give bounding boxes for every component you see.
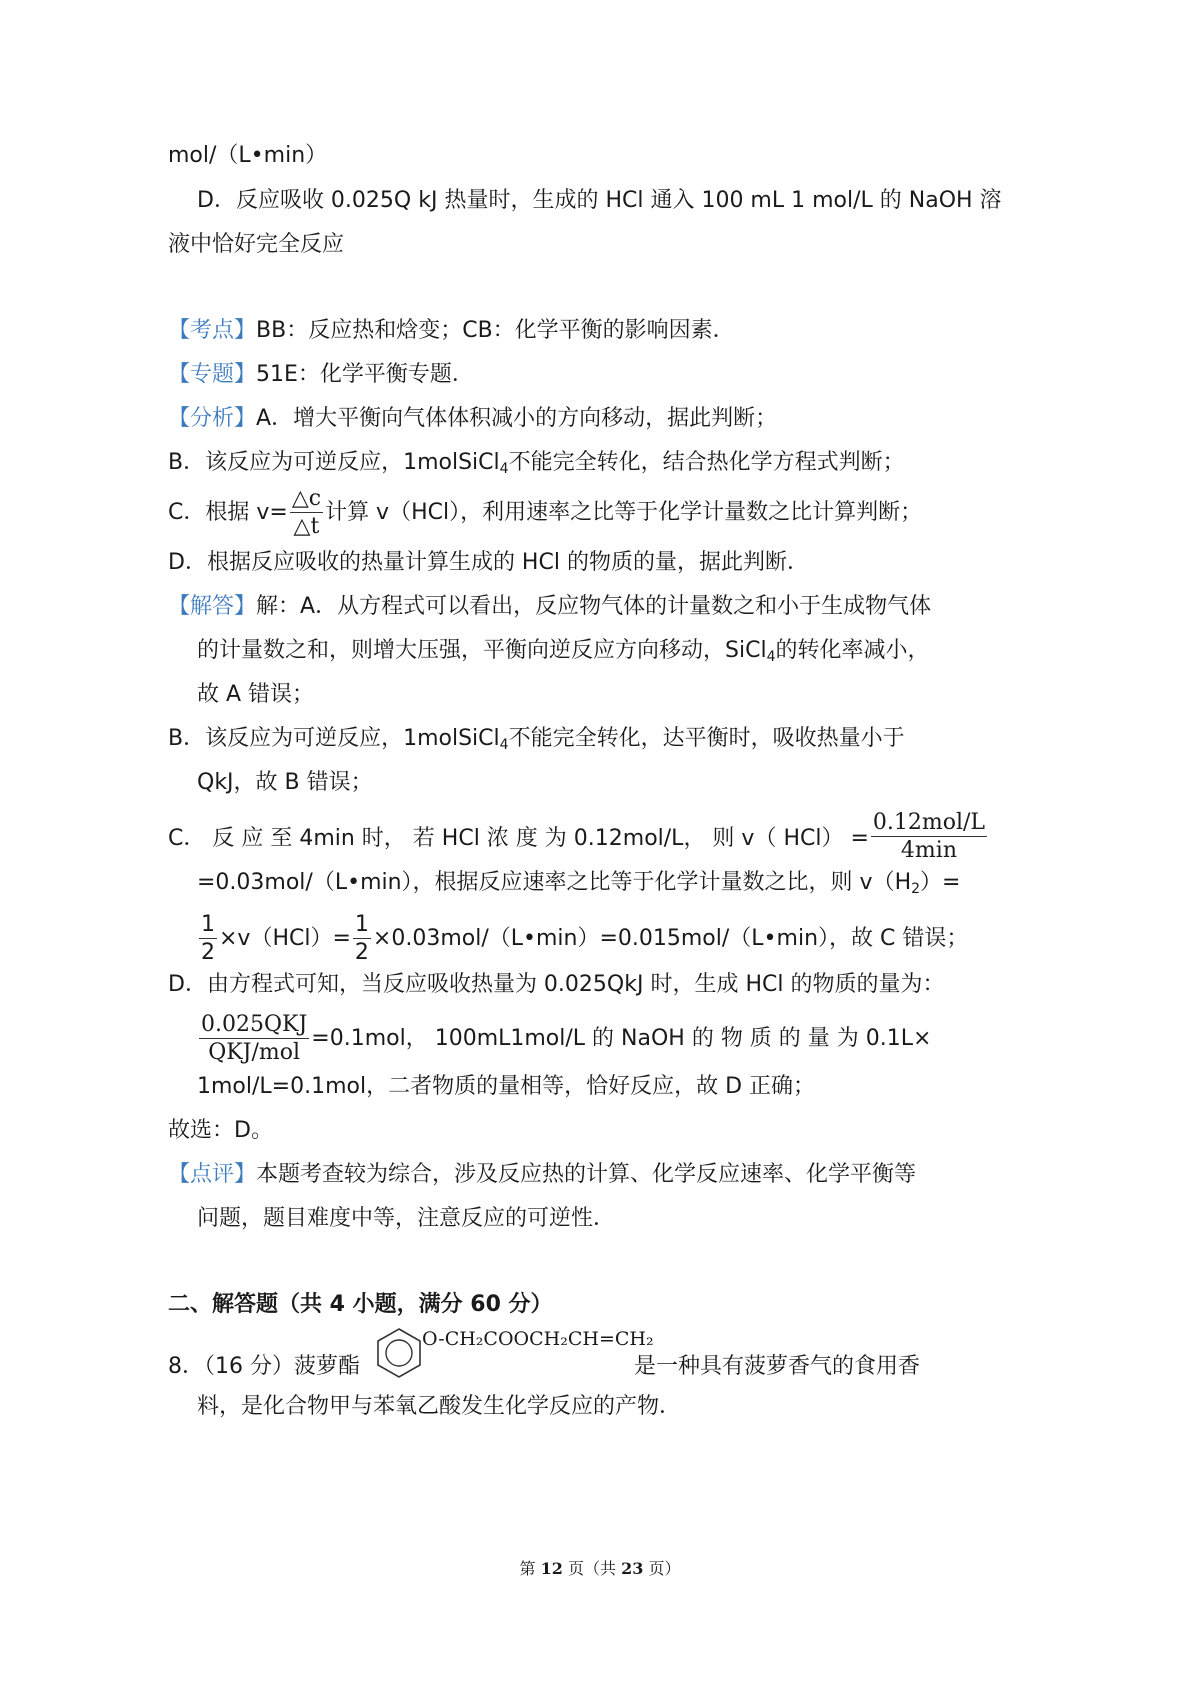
question-8-line [168, 1352, 360, 1382]
text-line [168, 724, 905, 760]
text: C．根据 v= [168, 500, 288, 525]
heat-fraction [199, 1014, 309, 1064]
text-line: mol/（L•min） [168, 143, 328, 168]
text: 不能完全转化，结合热化学方程式判断； [508, 450, 905, 475]
numerator: 1 [354, 912, 369, 937]
text-line: 液中恰好完全反应 [168, 232, 345, 257]
text: 计算 v（HCl），利用速率之比等于化学计量数之比计算判断； [325, 500, 923, 525]
kaodian-line [168, 316, 735, 346]
denominator: 4min [900, 838, 957, 863]
page-footer [0, 1556, 1200, 1579]
dianping-line [168, 1160, 916, 1190]
text: =0.03mol/（L•min），根据反应速率之比等于化学计量数之比，则 v（H [197, 870, 912, 895]
text: B．该反应为可逆反应，1molSiCl [168, 450, 500, 475]
subscript: 4 [499, 461, 509, 477]
footer-text: 第 [519, 1559, 541, 1578]
text: =0.1mol， 100mL1mol/L 的 NaOH 的 物 质 的 量 为 0.1L× [311, 1026, 932, 1051]
fenxi-c-line [168, 488, 922, 538]
fenxi-b-line [168, 448, 905, 484]
text-line: D．由方程式可知，当反应吸收热量为 0.025QkJ 时，生成 HCl 的物质的量为： [168, 972, 945, 997]
half-fraction [199, 914, 217, 964]
text: 解：A．从方程式可以看出，反应物气体的计量数之和小于生成物气体 [256, 594, 932, 619]
text-line [197, 868, 960, 904]
denominator: △t [293, 514, 320, 539]
subscript: 4 [499, 737, 509, 753]
jieda-line [168, 592, 931, 622]
formula-text: O-CH₂COOCH₂CH=CH₂ [422, 1328, 654, 1350]
text-line [168, 812, 989, 862]
text: 不能完全转化，达平衡时，吸收热量小于 [508, 726, 905, 751]
kaodian-text: BB：反应热和焓变；CB：化学平衡的影响因素． [256, 318, 735, 343]
text-line: 1mol/L=0.1mol，二者物质的量相等，恰好反应，故 D 正确； [197, 1074, 816, 1099]
section-heading: 二、解答题（共 4 小题，满分 60 分） [168, 1292, 553, 1317]
text-line [197, 636, 930, 672]
text-line [197, 914, 968, 964]
footer-text: 页（共 [562, 1559, 622, 1578]
text-line: 料，是化合物甲与苯氧乙酸发生化学反应的产物． [197, 1394, 682, 1419]
dianping-tag: 【点评】 [168, 1162, 257, 1187]
text-line: 问题，题目难度中等，注意反应的可逆性． [197, 1206, 616, 1231]
jieda-tag: 【解答】 [168, 594, 257, 619]
zhuanti-tag: 【专题】 [168, 362, 257, 387]
numerator: 0.025QKJ [201, 1012, 308, 1037]
kaodian-tag: 【考点】 [168, 318, 257, 343]
numerator: 0.12mol/L [872, 810, 986, 835]
delta-fraction [290, 488, 323, 538]
zhuanti-text: 51E：化学平衡专题． [256, 362, 474, 387]
pineapple-ester-structure [374, 1326, 654, 1380]
fenxi-d-line: D．根据反应吸收的热量计算生成的 HCl 的物质的量，据此判断． [168, 550, 809, 575]
text: 的计量数之和，则增大压强，平衡向逆反应方向移动，SiCl [197, 638, 767, 663]
text: 的转化率减小， [775, 638, 930, 663]
subscript: 2 [911, 881, 921, 897]
text: ×v（HCl）= [219, 926, 351, 951]
text-line [197, 1014, 931, 1064]
text: B．该反应为可逆反应，1molSiCl [168, 726, 500, 751]
fenxi-text: A．增大平衡向气体体积减小的方向移动，据此判断； [256, 406, 778, 431]
text-line: 是一种具有菠萝香气的食用香 [634, 1354, 921, 1379]
text: ）= [920, 870, 961, 895]
text: ×0.03mol/（L•min）=0.015mol/（L•min），故 C 错误； [372, 926, 969, 951]
numerator: △c [291, 486, 322, 511]
page-number: 12 [540, 1559, 563, 1578]
fenxi-line [168, 404, 777, 434]
numerator: 1 [201, 912, 215, 937]
subscript: 4 [766, 649, 776, 665]
zhuanti-line [168, 360, 474, 390]
text-line: 故选：D。 [168, 1118, 273, 1143]
page-total: 23 [621, 1559, 644, 1578]
denominator: QKJ/mol [208, 1040, 301, 1065]
half-fraction [353, 914, 371, 964]
denominator: 2 [354, 940, 369, 965]
text-line: D．反应吸收 0.025Q kJ 热量时，生成的 HCl 通入 100 mL 1 mol/L 的 NaOH 溶 [197, 188, 1002, 213]
conc-fraction [871, 812, 987, 862]
footer-text: 页） [643, 1559, 681, 1578]
text: C． 反 应 至 4min 时， 若 HCl 浓 度 为 0.12mol/L， 则 v（ HCl） = [168, 826, 869, 851]
fenxi-tag: 【分析】 [168, 406, 257, 431]
text: 本题考查较为综合，涉及反应热的计算、化学反应速率、化学平衡等 [256, 1162, 917, 1187]
denominator: 2 [201, 940, 215, 965]
text: 8．（16 分）菠萝酯 [168, 1354, 360, 1379]
benzene-ring-icon [374, 1326, 424, 1380]
text-line: QkJ，故 B 错误； [197, 770, 373, 795]
text-line: 故 A 错误； [197, 682, 315, 707]
